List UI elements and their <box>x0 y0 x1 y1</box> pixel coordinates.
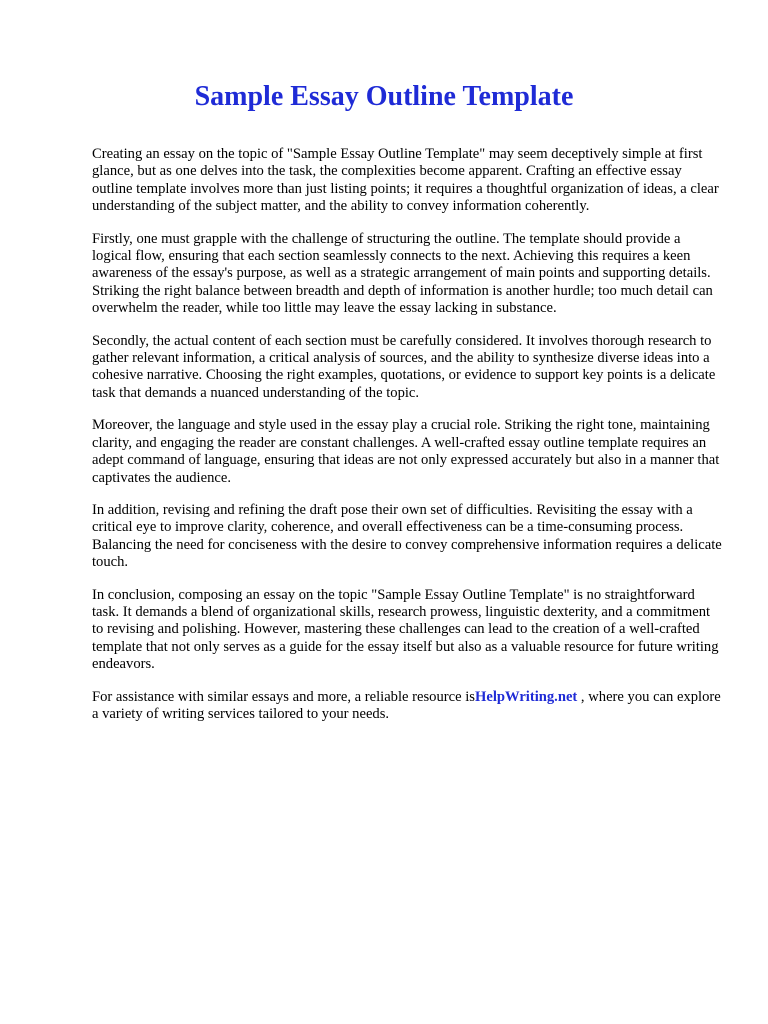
paragraph-intro: Creating an essay on the topic of "Sample Essay Outline Template" may seem deceptively simple at first glance, but as one delves into the task, the complexities become apparent. Crafting an effective essay outline template involves more than just listing points; it requires a thoughtful organization of ideas, a clear understanding of the subject matter, and the ability to convey information coherently. <box>92 146 719 215</box>
closing-text-after-link: , where you can explore a variety of writing services tailored to your needs. <box>92 688 721 722</box>
page-title: Sample Essay Outline Template <box>194 81 574 112</box>
paragraph-conclusion: In conclusion, composing an essay on the topic "Sample Essay Outline Template" is no straightforward task. It demands a blend of organizational skills, research prowess, linguistic dexterity, and a commitment to revising and polishing. However, mastering these challenges can lead to the creation of a well-crafted template that not only serves as a guide for the essay itself but also as a valuable resource for future writing endeavors. <box>92 586 719 673</box>
paragraph-closing <box>92 689 722 724</box>
paragraph-moreover: Moreover, the language and style used in the essay play a crucial role. Striking the right tone, maintaining clarity, and engaging the reader are constant challenges. A well-crafted essay outline template requires an adept command of language, ensuring that ideas are not only expressed accurately but also in a manner that captivates the audience. <box>92 417 720 486</box>
paragraph-secondly: Secondly, the actual content of each section must be carefully considered. It involves thorough research to gather relevant information, a critical analysis of sources, and the ability to synthesize diverse ideas into a cohesive narrative. Choosing the right examples, quotations, or evidence to support key points is a delicate task that demands a nuanced understanding of the topic. <box>92 332 716 401</box>
paragraph-in-addition: In addition, revising and refining the draft pose their own set of difficulties. Revisiting the essay with a critical eye to improve clarity, coherence, and overall effectiveness can be a time-consuming process. Balancing the need for conciseness with the desire to convey comprehensive information requires a delicate touch. <box>92 501 722 571</box>
paragraph-firstly: Firstly, one must grapple with the challenge of structuring the outline. The template should provide a logical flow, ensuring that each section seamlessly connects to the next. Achieving this requires a keen awareness of the essay's purpose, as well as a strategic arrangement of main points and supporting details. Striking the right balance between breadth and depth of information is another hurdle; too much detail can overwhelm the reader, while too little may leave the essay lacking in substance. <box>92 230 713 317</box>
closing-text-before-link: For assistance with similar essays and more, a reliable resource is <box>92 688 475 705</box>
document-body <box>92 146 722 738</box>
helpwriting-link[interactable]: HelpWriting.net <box>474 688 578 705</box>
